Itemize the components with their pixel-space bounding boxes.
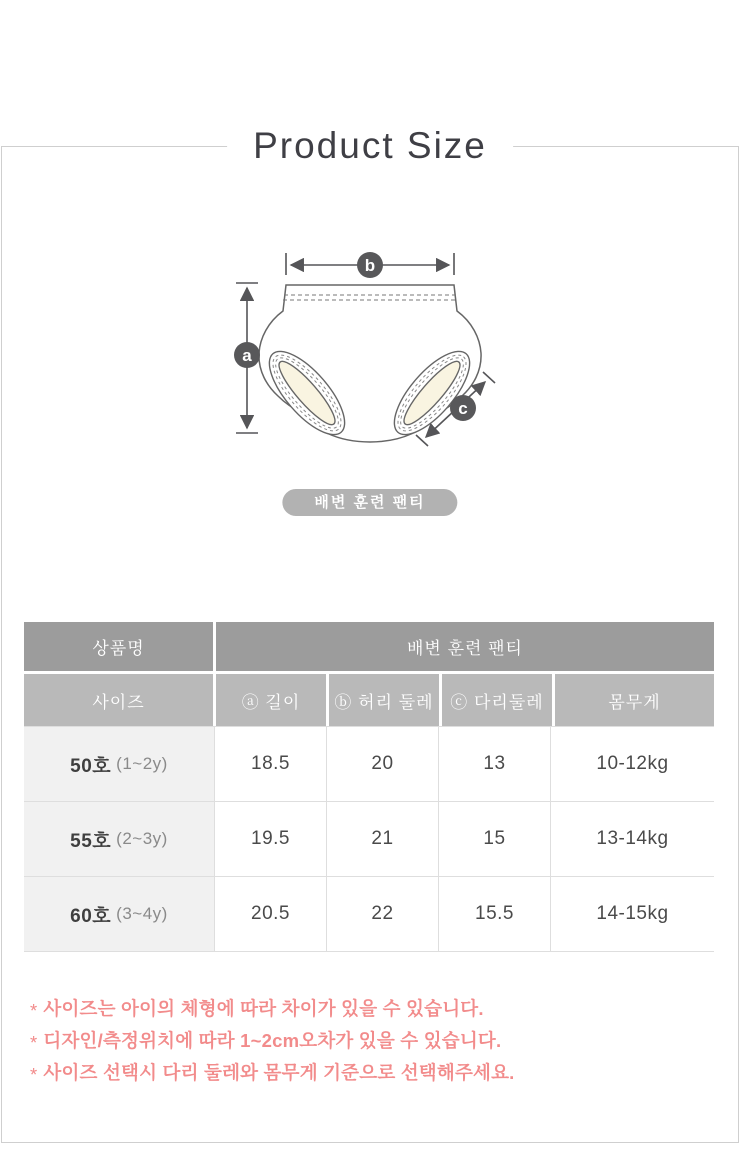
asterisk-icon: *: [30, 1000, 38, 1021]
table-row-size: [24, 727, 214, 801]
size-table: [24, 622, 714, 952]
footnote-text: 디자인/측정위치에 따라 1~2cm오차가 있을 수 있습니다.: [43, 1030, 502, 1051]
product-caption-badge: 배변 훈련 팬티: [282, 489, 457, 516]
table-cell-leg: 15.5: [439, 877, 550, 951]
size-value: 60호: [70, 905, 112, 927]
table-cell-length: 20.5: [215, 877, 326, 951]
table-cell-leg: 15: [439, 802, 550, 876]
table-cell-waist: 22: [327, 877, 438, 951]
footnote: [30, 993, 515, 1025]
product-name-value: 배변 훈련 팬티: [216, 622, 714, 671]
product-name-label: 상품명: [24, 622, 213, 671]
weight-column-header: 몸무게: [555, 674, 714, 726]
label-c-text: c: [458, 399, 468, 418]
label-b-circle: [357, 252, 383, 278]
table-cell-length: 18.5: [215, 727, 326, 801]
asterisk-icon: *: [30, 1064, 38, 1085]
table-row-size: [24, 877, 214, 951]
size-value: 50호: [70, 755, 112, 777]
footnote: [30, 1025, 515, 1057]
table-cell-weight: 10-12kg: [551, 727, 714, 801]
age-range: (3~4y): [116, 904, 168, 923]
table-header-row-2: [24, 674, 714, 726]
page-title: Product Size: [227, 125, 513, 167]
label-b-text: b: [364, 256, 376, 275]
label-a-circle: [234, 342, 260, 368]
size-column-header: 사이즈: [24, 674, 213, 726]
length-column-header: ⓐ 길이: [216, 674, 326, 726]
waist-column-header: ⓑ 허리 둘레: [329, 674, 439, 726]
age-range: (1~2y): [116, 754, 168, 773]
leg-column-header: ⓒ 다리둘레: [442, 674, 552, 726]
training-pants-diagram: [219, 243, 521, 475]
table-row-size: [24, 802, 214, 876]
table-cell-leg: 13: [439, 727, 550, 801]
table-header-row-1: [24, 622, 714, 671]
label-c-circle: [450, 395, 476, 421]
size-footnotes: [30, 993, 515, 1089]
footnote: [30, 1057, 515, 1089]
label-a-text: a: [242, 346, 252, 365]
footnote-text: 사이즈는 아이의 체형에 따라 차이가 있을 수 있습니다.: [43, 998, 484, 1019]
table-body: [24, 726, 714, 952]
size-value: 55호: [70, 830, 112, 852]
table-cell-length: 19.5: [215, 802, 326, 876]
footnote-text: 사이즈 선택시 다리 둘레와 몸무게 기준으로 선택해주세요.: [43, 1062, 515, 1083]
table-cell-weight: 14-15kg: [551, 877, 714, 951]
pants-outline: [257, 285, 482, 446]
age-range: (2~3y): [116, 829, 168, 848]
asterisk-icon: *: [30, 1032, 38, 1053]
table-cell-weight: 13-14kg: [551, 802, 714, 876]
table-cell-waist: 21: [327, 802, 438, 876]
table-cell-waist: 20: [327, 727, 438, 801]
